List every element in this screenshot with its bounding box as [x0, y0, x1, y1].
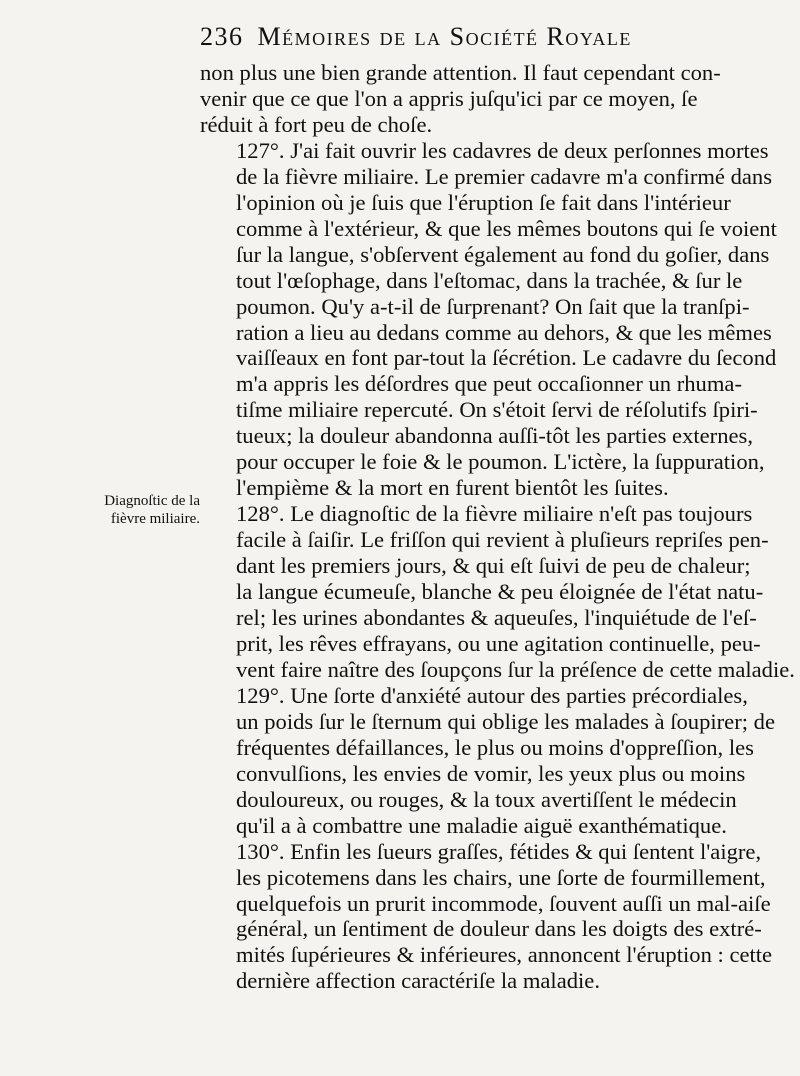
paragraph-128	[200, 501, 795, 683]
text-line: 128°. Le diagnoſtic de la fièvre miliaire n'eſt pas toujours	[236, 501, 753, 527]
text-line: venir que ce que l'on a appris juſqu'ici par ce moyen, ſe	[200, 85, 698, 111]
body-text	[200, 60, 795, 994]
text-line: tout l'œſophage, dans l'eſtomac, dans la trachée, & ſur le	[236, 267, 743, 293]
text-line: général, un ſentiment de douleur dans les doigts des extré-	[236, 916, 762, 942]
paragraph-continuation	[200, 60, 775, 138]
text-line: 127°. J'ai fait ouvrir les cadavres de deux perſonnes mortes	[236, 137, 769, 163]
text-line: ration a lieu au dedans comme au dehors, & que les mêmes	[236, 319, 772, 345]
text-line: comme à l'extérieur, & que les mêmes boutons qui ſe voient	[236, 215, 777, 241]
paragraph-130	[200, 839, 775, 995]
margin-note	[70, 492, 200, 528]
text-line: quelquefois un prurit incommode, ſouvent auſſi un mal-aiſe	[236, 890, 771, 916]
text-line: douloureux, ou rouges, & la toux avertiſſent le médecin	[236, 786, 737, 812]
running-title: Mémoires de la Société Royale	[257, 22, 632, 51]
page-number: 236	[200, 22, 244, 51]
text-line: les picotemens dans les chairs, une ſorte de fourmillement,	[236, 864, 766, 890]
text-line: 130°. Enfin les ſueurs graſſes, fétides & qui ſentent l'aigre,	[236, 838, 762, 864]
text-line: l'empième & la mort en furent bientôt les ſuites.	[236, 475, 669, 501]
text-line: vaiſſeaux en font par-tout la ſécrétion. Le cadavre du ſecond	[236, 345, 777, 371]
text-line: réduit à fort peu de choſe.	[200, 111, 433, 137]
text-line: un poids ſur le ſternum qui oblige les malades à ſoupirer; de	[236, 708, 775, 734]
paragraph-129	[200, 683, 775, 839]
paragraph-127	[200, 138, 775, 501]
text-line: dernière affection caractériſe la maladie.	[236, 968, 600, 994]
text-line: dant les premiers jours, & qui eſt ſuivi de peu de chaleur;	[236, 553, 751, 579]
text-line: de la fièvre miliaire. Le premier cadavre m'a confirmé dans	[236, 163, 773, 189]
text-line: fréquentes défaillances, le plus ou moins d'oppreſſion, les	[236, 734, 754, 760]
text-line: vent faire naître des ſoupçons ſur la préſence de cette maladie.	[236, 656, 795, 682]
text-line: facile à ſaiſir. Le friſſon qui revient à pluſieurs repriſes pen-	[236, 527, 769, 553]
text-line: 129°. Une ſorte d'anxiété autour des parties précordiales,	[236, 682, 748, 708]
text-line: rel; les urines abondantes & aqueuſes, l'inquiétude de l'eſ-	[236, 605, 757, 631]
margin-note-line: fièvre miliaire.	[110, 511, 200, 527]
text-line: pour occuper le foie & le poumon. L'ictère, la ſuppuration,	[236, 449, 765, 475]
text-line: tueux; la douleur abandonna auſſi-tôt les parties externes,	[236, 423, 753, 449]
text-line: convulſions, les envies de vomir, les yeux plus ou moins	[236, 760, 746, 786]
margin-note-line: Diagnoſtic de la	[104, 493, 200, 509]
text-line: l'opinion où je ſuis que l'éruption ſe fait dans l'intérieur	[236, 189, 731, 215]
text-line: mités ſupérieures & inférieures, annoncent l'éruption : cette	[236, 942, 773, 968]
text-line: m'a appris les déſordres que peut occaſionner un rhuma-	[236, 371, 742, 397]
text-line: ſur la langue, s'obſervent également au fond du goſier, dans	[236, 241, 770, 267]
text-line: tiſme miliaire repercuté. On s'étoit ſervi de réſolutifs ſpiri-	[236, 397, 758, 423]
text-line: prit, les rêves effrayans, ou une agitation continuelle, peu-	[236, 630, 761, 656]
text-line: non plus une bien grande attention. Il faut cependant con-	[200, 60, 721, 85]
text-line: poumon. Qu'y a-t-il de ſurprenant? On ſait que la tranſpi-	[236, 293, 750, 319]
running-header	[200, 22, 790, 52]
text-line: qu'il a à combattre une maladie aiguë exanthématique.	[236, 812, 727, 838]
text-line: la langue écumeuſe, blanche & peu éloignée de l'état natu-	[236, 579, 764, 605]
